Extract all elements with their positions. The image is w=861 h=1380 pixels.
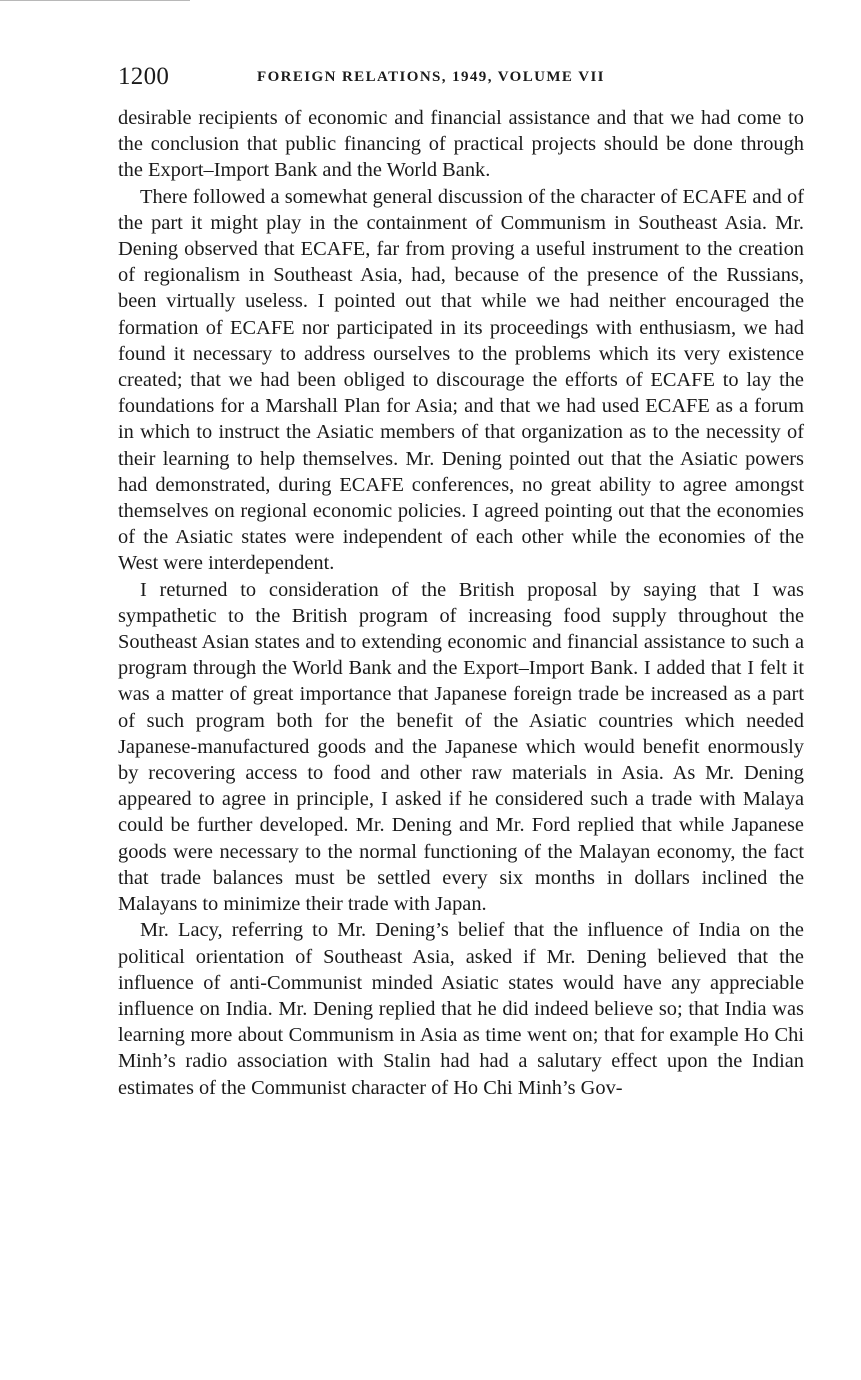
running-title: FOREIGN RELATIONS, 1949, VOLUME VII <box>257 69 605 85</box>
paragraph-british-proposal: I returned to consideration of the British proposal by saying that I was sympathetic to the British program of increasing food supply throughout the Southeast Asian states and to extending economic and financial assistance to such a program through the World Bank and the Export–Import Bank. I added that I felt it was a matter of great importance that Japanese foreign trade be increased as a part of such program both for the benefit of the Asiatic countries which needed Japanese-manufactured goods and the Japanese which would benefit enormously by recovering access to food and other raw materials in Asia. As Mr. Dening appeared to agree in principle, I asked if he considered such a trade with Malaya could be further developed. Mr. Dening and Mr. Ford replied that while Japanese goods were necessary to the normal functioning of the Malayan economy, the fact that trade balances must be settled every six months in dollars inclined the Malayans to minimize their trade with Japan. <box>118 578 804 916</box>
page-header <box>118 60 808 96</box>
page-number: 1200 <box>118 63 170 90</box>
paragraph-india-influence: Mr. Lacy, referring to Mr. Dening’s belief that the influence of India on the political orientation of Southeast Asia, asked if Mr. Dening believed that the influence of anti-Communist minded Asiatic states would have any appreciable influence on India. Mr. Dening replied that he did indeed believe so; that India was learning more about Communism in Asia as time went on; that for example Ho Chi Minh’s radio association with Stalin had had a salutary effect upon the Indian estimates of the Communist character of Ho Chi Minh’s Gov- <box>118 919 804 1099</box>
document-body <box>118 105 804 1101</box>
paragraph-continued: desirable recipients of economic and financial assistance and that we had come to the conclusion that public financing of practical projects should be done through the Export–Import Bank and the World Bank. <box>118 107 804 182</box>
page-edge-line <box>0 0 190 1</box>
paragraph-ecafe-discussion: There followed a somewhat general discussion of the character of ECAFE and of the part it might play in the containment of Communism in Southeast Asia. Mr. Dening observed that ECAFE, far from proving a useful instrument to the creation of regionalism in Southeast Asia, had, because of the presence of the Russians, been virtually useless. I pointed out that while we had neither encouraged the formation of ECAFE nor participated in its proceedings with enthusiasm, we had found it necessary to address ourselves to the problems which its very existence created; that we had been obliged to discourage the efforts of ECAFE to lay the foundations for a Marshall Plan for Asia; and that we had used ECAFE as a forum in which to instruct the Asiatic members of that organization as to the necessity of their learning to help themselves. Mr. Dening pointed out that the Asiatic powers had demonstrated, during ECAFE conferences, no great ability to agree amongst themselves on regional economic policies. I agreed pointing out that the economies of the Asiatic states were independent of each other while the economies of the West were interdependent. <box>118 185 804 575</box>
